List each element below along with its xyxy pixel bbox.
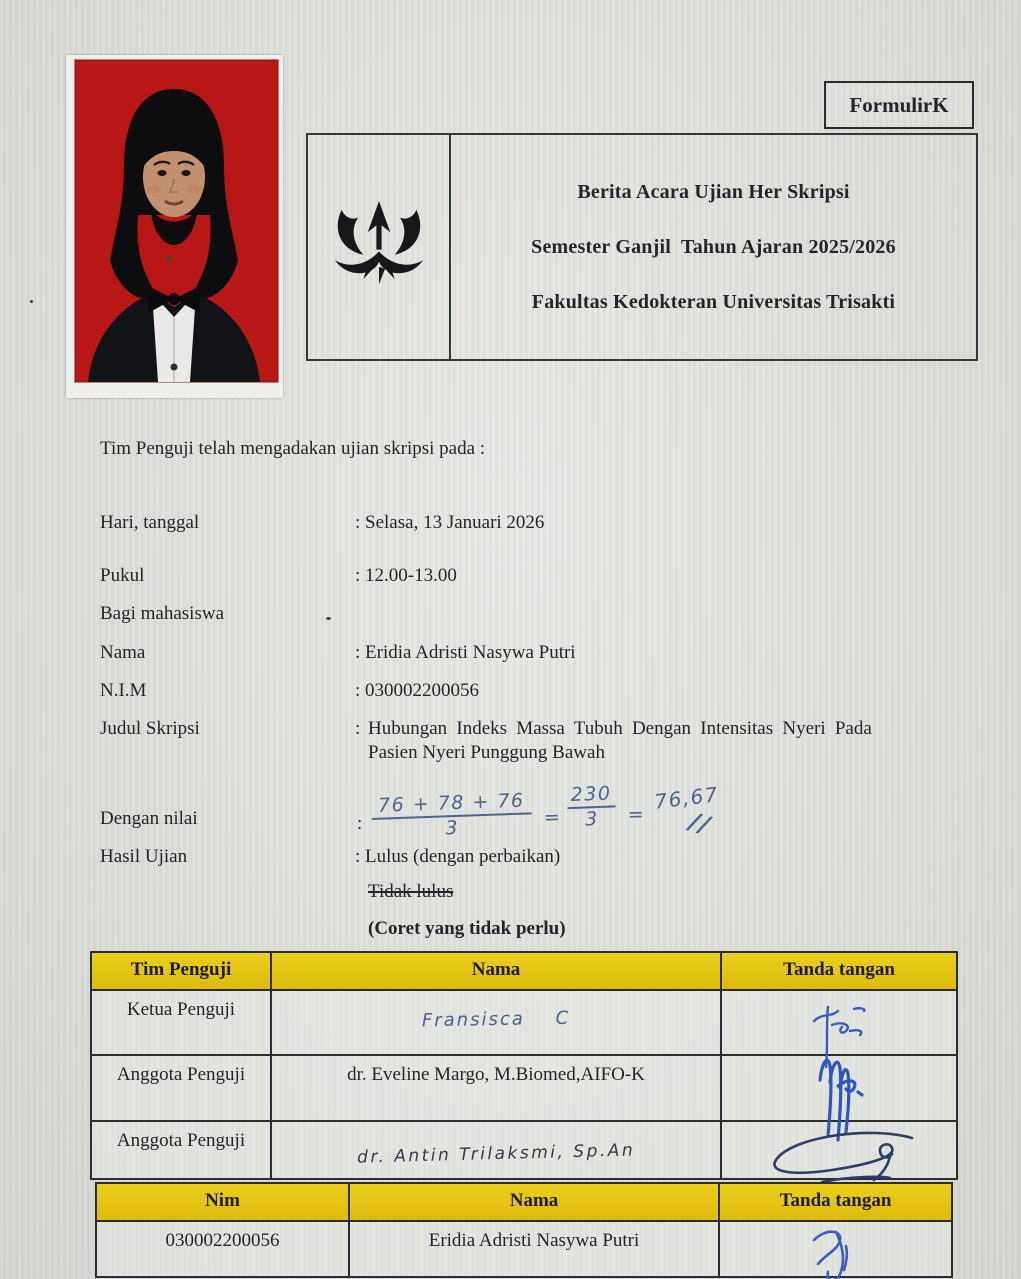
examiner-role: Anggota Penguji — [91, 1055, 271, 1121]
calc-numerator: 76 + 78 + 76 — [377, 789, 525, 817]
signature-student — [800, 1224, 870, 1279]
student-header-nim: Nim — [96, 1183, 349, 1221]
student-header-ttd: Tanda tangan — [719, 1183, 952, 1221]
field-value-nim: : 030002200056 — [355, 680, 480, 701]
field-label-nama: Nama — [100, 642, 146, 663]
calc-denominator-2: 3 — [584, 808, 600, 831]
field-colon-judul: : — [355, 718, 361, 739]
letterhead-title-2: Semester Ganjil Tahun Ajaran 2025/2026 — [531, 235, 896, 258]
field-value-nama: : Eridia Adristi Nasywa Putri — [355, 642, 576, 663]
form-code-label: FormulirK — [849, 92, 949, 117]
calc-check-slashes: // — [686, 807, 715, 840]
letterhead-title-1: Berita Acara Ujian Her Skripsi — [577, 180, 850, 203]
examiner-row-anggota-2 — [91, 1121, 957, 1179]
field-value-judul-line2: Pasien Nyeri Punggung Bawah — [368, 741, 605, 763]
field-value-pukul: : 12.00-13.00 — [355, 565, 457, 586]
trisakti-trident-logo-icon — [327, 197, 431, 297]
examiners-table — [90, 951, 958, 1180]
letterhead-titles — [451, 135, 976, 359]
field-label-bagi-mahasiswa: Bagi mahasiswa — [100, 603, 225, 624]
logo-cell — [308, 135, 451, 359]
student-table-header-row — [96, 1183, 952, 1221]
intro-text: Tim Penguji telah mengadakan ujian skripsi pada : — [100, 438, 486, 459]
handwritten-examiner3-name: dr. Antin Trilaksmi, Sp.An — [356, 1140, 636, 1168]
calc-equals-1: = — [543, 806, 562, 829]
field-value-hasil: : Lulus (dengan perbaikan) — [355, 846, 561, 867]
scan-speck — [167, 257, 172, 262]
field-label-hasil: Hasil Ujian — [100, 846, 188, 867]
examiner-role: Anggota Penguji — [91, 1121, 271, 1179]
letterhead-box — [306, 133, 978, 361]
letterhead-title-3: Fakultas Kedokteran Universitas Trisakti — [531, 290, 896, 313]
calc-result: 76,67 — [653, 782, 721, 814]
student-nim: 030002200056 — [96, 1221, 349, 1277]
calc-equals-2: = — [627, 803, 646, 826]
examiners-table-header-row — [91, 952, 957, 990]
field-colon-nilai: : — [357, 813, 363, 834]
student-header-nama: Nama — [349, 1183, 719, 1221]
calc-denominator: 3 — [445, 816, 460, 840]
student-photo-illustration — [66, 55, 283, 398]
option-tidak-lulus-struck: Tidak lulus — [368, 881, 454, 902]
examiner-row-ketua — [91, 990, 957, 1055]
field-label-nilai: Dengan nilai — [100, 808, 198, 829]
field-label-pukul: Pukul — [100, 565, 145, 586]
scan-speck — [30, 300, 33, 303]
student-table — [95, 1182, 953, 1278]
calc-numerator-2: 230 — [570, 782, 612, 806]
scan-speck — [326, 617, 331, 620]
examiner-row-anggota-1 — [91, 1055, 957, 1121]
field-value-hari: : Selasa, 13 Januari 2026 — [355, 512, 545, 533]
note-coret: (Coret yang tidak perlu) — [368, 918, 566, 939]
examiners-header-ttd: Tanda tangan — [721, 952, 957, 990]
field-value-judul-line1: Hubungan Indeks Massa Tubuh Dengan Intensitas Nyeri Pada — [368, 718, 872, 739]
student-row — [96, 1221, 952, 1277]
field-label-judul: Judul Skripsi — [100, 718, 200, 739]
student-photo — [66, 55, 283, 398]
field-label-nim: N.I.M — [100, 680, 147, 701]
examiner-name-typed: dr. Eveline Margo, M.Biomed,AIFO-K — [271, 1055, 721, 1121]
field-label-hari: Hari, tanggal — [100, 512, 200, 533]
handwritten-examiner1-name: Fransisca C — [421, 1007, 571, 1032]
examiners-header-tim: Tim Penguji — [91, 952, 271, 990]
student-name: Eridia Adristi Nasywa Putri — [349, 1221, 719, 1277]
examiners-header-nama: Nama — [271, 952, 721, 990]
form-code-box — [824, 81, 974, 129]
examiner-role: Ketua Penguji — [91, 990, 271, 1055]
